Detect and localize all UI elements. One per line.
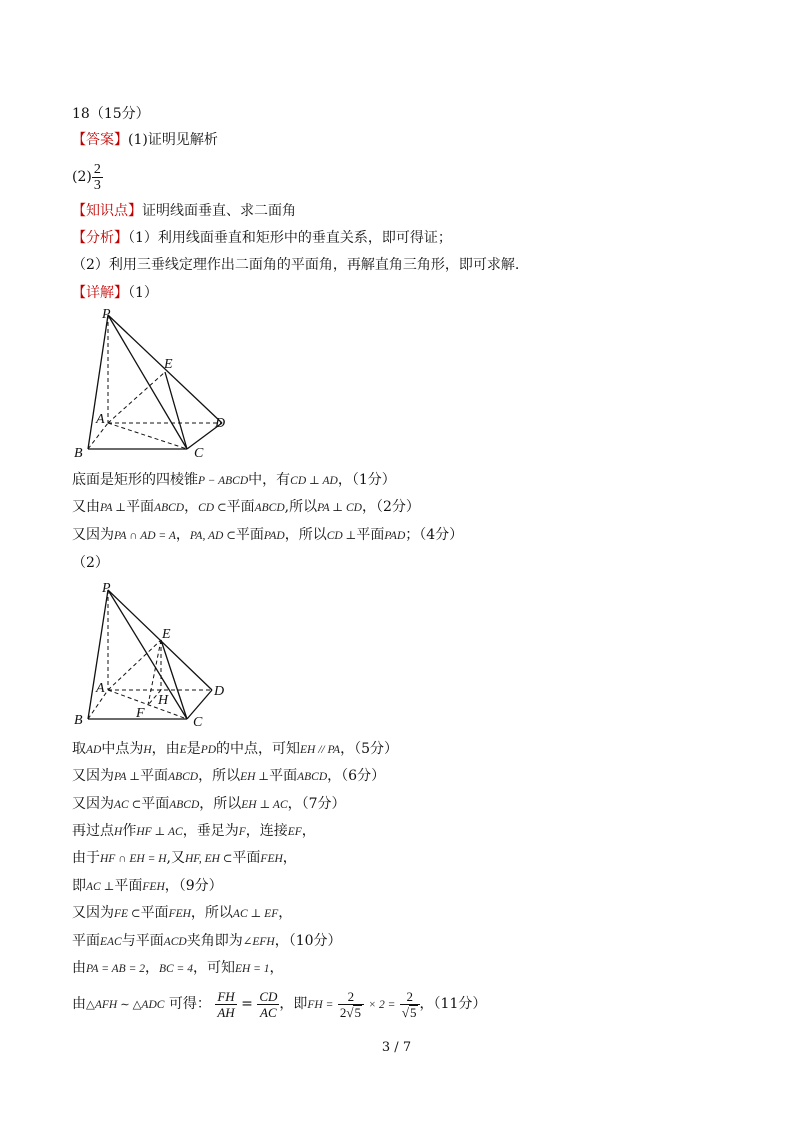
part2-line-4: 再过点H作HF ⊥ AC，垂足为F，连接EF， xyxy=(72,823,316,839)
label-D: D xyxy=(215,416,226,431)
fraction-cd-ac: $\frac{CD}{AC}$ xyxy=(259,988,278,1020)
label-D: D xyxy=(214,684,225,699)
fraction-2-over-sqrt5: $\frac{2}{√5}$ xyxy=(400,989,420,1020)
knowledge-line: 【知识点】证明线面垂直、求二面角 xyxy=(72,203,296,219)
fraction-2-over-2sqrt5: $\frac{2}{2√5}$ xyxy=(338,989,364,1020)
label-E: E xyxy=(164,357,173,372)
label-A: A xyxy=(96,681,105,696)
label-A: A xyxy=(96,412,105,427)
part2-line-10: 由△AFH ∼ △ADC 可得： $\frac{FH}{AH}$ = $\frac{CD}{AC}$ ，即FH = $\frac{2}{2√5}$ × 2 = $\frac{2}{√5}$ ，（11分） xyxy=(72,988,487,1020)
part1-line-1: 底面是矩形的四棱锥P − ABCD中，有CD ⊥ AD，（1分） xyxy=(72,472,396,488)
figure-pyramid-1 xyxy=(72,306,242,462)
answer-part2: (2) $\frac{2}{3}$ xyxy=(72,161,101,193)
label-C: C xyxy=(193,715,203,730)
detail-line: 【详解】（1） xyxy=(72,285,158,301)
answer-fraction: $\frac{2}{3}$ xyxy=(93,161,101,193)
part2-line-7: 又因为FE ⊂平面FEH，所以AC ⊥ EF， xyxy=(72,905,293,921)
part2-line-8: 平面EAC与平面ACD夹角即为∠EFH，（10分） xyxy=(72,933,342,949)
part2-line-5: 由于HF ∩ EH = H,又HF, EH ⊂平面FEH， xyxy=(72,850,297,866)
question-number: 18（15分） xyxy=(72,106,150,122)
part2-line-1: 取AD中点为H，由E是PD的中点，可知EH // PA，（5分） xyxy=(72,741,398,757)
analysis-line2: （2）利用三垂线定理作出二面角的平面角，再解直角三角形，即可求解. xyxy=(72,257,520,273)
page-number: 3 / 7 xyxy=(381,1040,412,1055)
pyramid-diagram-1 xyxy=(72,306,242,462)
label-F: F xyxy=(136,706,145,721)
part1-line-2: 又由PA ⊥平面ABCD，CD ⊂平面ABCD,所以PA ⊥ CD，（2分） xyxy=(72,499,420,515)
answer-line xyxy=(72,130,218,150)
fraction-fh-ah: $\frac{FH}{AH}$ xyxy=(217,988,235,1020)
label-P: P xyxy=(102,307,111,322)
part2-line-6: 即AC ⊥平面FEH，（9分） xyxy=(72,878,223,894)
part1-line-3: 又因为PA ∩ AD = A，PA, AD ⊂平面PAD，所以CD ⊥平面PAD；（4分） xyxy=(72,527,464,543)
label-B: B xyxy=(74,713,83,728)
label-H: H xyxy=(158,693,169,708)
pyramid-diagram-2 xyxy=(72,576,242,732)
part2-label: （2） xyxy=(72,555,109,571)
label-C: C xyxy=(194,446,204,461)
answer-tag: 【答案】 xyxy=(72,132,128,148)
part2-line-3: 又因为AC ⊂平面ABCD，所以EH ⊥ AC，（7分） xyxy=(72,796,346,812)
part2-line-9: 由PA = AB = 2，BC = 4，可知EH = 1， xyxy=(72,960,284,976)
analysis-line1: 【分析】（1）利用线面垂直和矩形中的垂直关系，即可得证； xyxy=(72,230,452,246)
label-B: B xyxy=(74,446,83,461)
label-E: E xyxy=(162,627,171,642)
label-P: P xyxy=(102,581,111,596)
figure-pyramid-2 xyxy=(72,576,242,732)
answer-part1: (1)证明见解析 xyxy=(128,132,218,148)
part2-line-2: 又因为PA ⊥平面ABCD，所以EH ⊥平面ABCD，（6分） xyxy=(72,768,386,784)
